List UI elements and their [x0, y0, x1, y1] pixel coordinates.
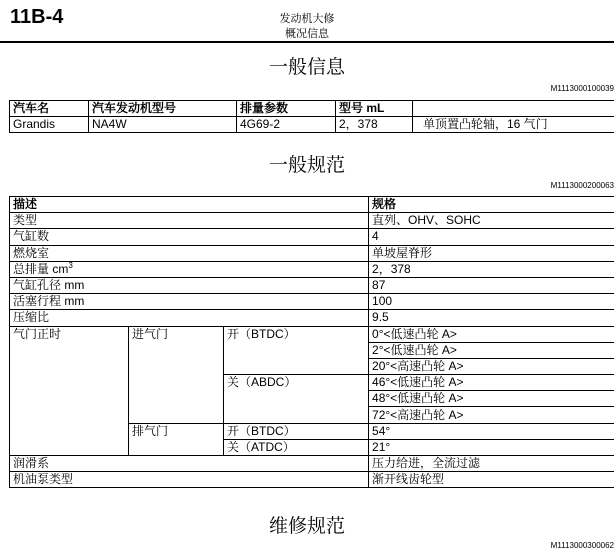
- exhaust-close-label: 关（ATDC）: [224, 439, 369, 455]
- spec-label: 活塞行程 mm: [10, 294, 369, 310]
- spec-label: 机油泵类型: [10, 472, 369, 488]
- spec-value: 87: [369, 277, 614, 293]
- col-blank: [413, 101, 614, 117]
- col-engine-model: 汽车发动机型号: [89, 101, 237, 117]
- valve-value: 21°: [369, 439, 614, 455]
- valve-timing-label: 气门正时: [10, 326, 129, 456]
- spec-label: 类型: [10, 213, 369, 229]
- valve-value: 54°: [369, 423, 614, 439]
- cell-model-ml: 2，378: [336, 117, 413, 133]
- spec-label: 润滑系: [10, 456, 369, 472]
- maintenance-ref: M1113000300062: [550, 541, 614, 550]
- spec-label: 气缸孔径 mm: [10, 277, 369, 293]
- general-info-ref: M1113000100039: [550, 84, 614, 93]
- exhaust-open-label: 开（BTDC）: [224, 423, 369, 439]
- general-spec-table: [9, 196, 614, 488]
- header-title: 发动机大修: [279, 13, 335, 25]
- cell-engine-model: NA4W: [89, 117, 237, 133]
- cell-description: 单顶置凸轮轴，16 气门: [413, 117, 614, 133]
- exhaust-label: 排气门: [129, 423, 224, 455]
- general-spec-title: 一般规范: [268, 155, 345, 176]
- valve-value: 48°<低速凸轮 A>: [369, 391, 614, 407]
- spec-head-desc: 描述: [10, 197, 369, 213]
- spec-value: 100: [369, 294, 614, 310]
- general-spec-ref: M1113000200063: [550, 181, 614, 190]
- spec-label: 燃烧室: [10, 245, 369, 261]
- spec-value: 压力给进，全流过滤: [369, 456, 614, 472]
- spec-value: 单坡屋脊形: [369, 245, 614, 261]
- header-rule: [0, 41, 614, 43]
- valve-value: 0°<低速凸轮 A>: [369, 326, 614, 342]
- page-id: 11B-4: [10, 6, 64, 28]
- spec-label: 压缩比: [10, 310, 369, 326]
- valve-value: 72°<高速凸轮 A>: [369, 407, 614, 423]
- col-displacement-param: 排量参数: [237, 101, 336, 117]
- spec-value: 2，378: [369, 261, 614, 277]
- header-subtitle: 概况信息: [285, 28, 329, 40]
- general-info-title: 一般信息: [268, 57, 345, 78]
- spec-head-value: 规格: [369, 197, 614, 213]
- cell-vehicle: Grandis: [10, 117, 89, 133]
- col-model-ml: 型号 mL: [336, 101, 413, 117]
- general-info-table: [9, 100, 614, 133]
- spec-label-exponent: 3: [68, 261, 73, 270]
- spec-label-text: 总排量 cm: [13, 261, 69, 276]
- intake-close-label: 关（ABDC）: [224, 375, 369, 424]
- spec-value: 直列、OHV、SOHC: [369, 213, 614, 229]
- maintenance-title: 维修规范: [268, 516, 345, 537]
- valve-value: 2°<低速凸轮 A>: [369, 342, 614, 358]
- spec-label: 气缸数: [10, 229, 369, 245]
- spec-value: 4: [369, 229, 614, 245]
- intake-open-label: 开（BTDC）: [224, 326, 369, 375]
- col-vehicle: 汽车名: [10, 101, 89, 117]
- spec-value: 9.5: [369, 310, 614, 326]
- spec-label: [10, 261, 369, 277]
- valve-value: 46°<低速凸轮 A>: [369, 375, 614, 391]
- cell-displacement-param: 4G69-2: [237, 117, 336, 133]
- valve-value: 20°<高速凸轮 A>: [369, 358, 614, 374]
- spec-value: 渐开线齿轮型: [369, 472, 614, 488]
- intake-label: 进气门: [129, 326, 224, 423]
